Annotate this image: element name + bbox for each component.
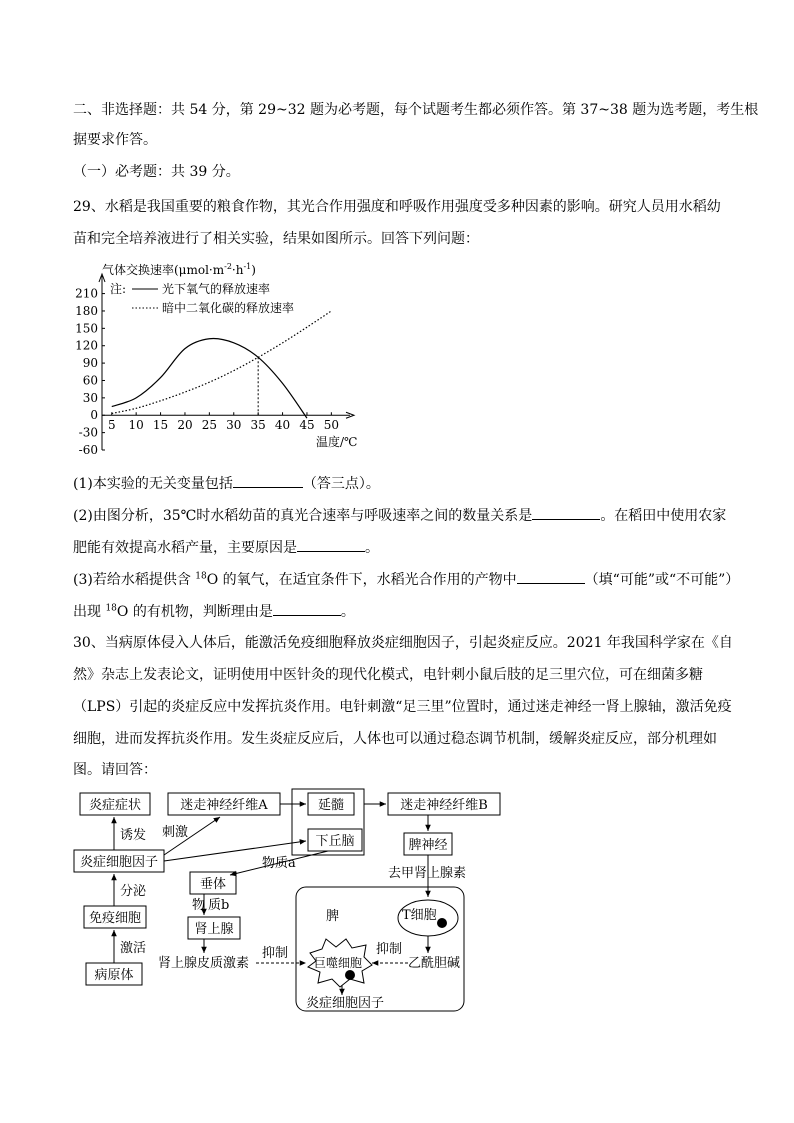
q29-sub3-f: 。 [340,604,355,620]
y-tick-label: -60 [78,443,98,457]
label-spleen-cytokine: 炎症细胞因子 [306,996,385,1011]
q29-sub3-d: 出现 [73,604,106,620]
legend-series-1: 光下氧气的释放速率 [162,282,271,296]
q29-sub2-blank-2[interactable] [297,537,365,552]
y-tick-label: 60 [82,373,98,388]
q29-sub3-b: O 的氧气，在适宜条件下，水稻光合作用的产物中 [206,572,517,588]
macrophage-nucleus [345,970,355,980]
q29-intro-1 [73,198,733,216]
q30-intro-5-text: 图。请回答： [73,762,157,778]
label-stimulate: 刺激 [162,825,189,840]
q30-intro-2 [73,666,733,684]
x-tick-label: 50 [323,418,340,433]
label-substance-a: 物质a [262,856,296,871]
section-heading-cont-text: 据要求作答。 [73,132,157,148]
label-splenic-nerve: 脾神经 [408,838,448,853]
label-acetylcholine: 乙酰胆碱 [408,956,461,971]
section-heading-cont [73,131,733,149]
q29-sub2 [73,505,733,525]
label-norepinephrine: 去甲肾上腺素 [388,866,467,881]
q29-sub2-d: 。 [365,540,379,556]
series-line-1 [112,339,307,419]
x-tick-label: 15 [152,418,169,433]
label-hypothalamus: 下丘脑 [315,834,355,849]
chart-xlabel: 温度/℃ [316,435,358,449]
y-tick-label: 30 [82,390,98,405]
x-tick-label: 25 [201,418,218,433]
label-t-cell: T细胞 [402,908,437,923]
x-tick-label: 10 [128,418,144,433]
q29-intro-2 [73,230,733,248]
label-adrenal: 肾上腺 [194,922,234,937]
q29-sub3-a: (3)若给水稻提供含 [73,572,196,588]
y-tick-label: 90 [82,356,98,371]
x-tick-label: 45 [299,418,315,433]
q29-sub2-cont [73,537,733,557]
subsection-title [73,163,733,181]
section-heading [73,101,759,119]
q29-sub3-cont [73,601,733,621]
q29-sub2-b: 。在稻田中使用农家 [600,508,727,524]
label-pathogen: 病原体 [94,968,134,983]
x-tick-label: 5 [107,418,116,433]
label-substance-b-1: 物 [192,898,206,913]
q30-intro-4-text: 细胞，进而发挥抗炎作用。发生炎症反应后，人体也可以通过稳态调节机制，缓解炎症反应，部分机理如 [73,731,717,747]
q30-intro-5 [73,761,733,779]
q30-intro-1 [73,634,733,652]
q29-sub3-blank-1[interactable] [517,569,585,584]
q29-intro-2-text: 苗和完全培养液进行了相关实验，结果如图所示。回答下列问题： [73,231,479,247]
x-tick-label: 20 [177,418,193,433]
q29-intro-1-text: 29、水稻是我国重要的粮食作物，其光合作用强度和呼吸作用强度受多种因素的影响。研究人员用水稻幼 [73,199,721,215]
q29-sub3 [73,569,740,589]
y-tick-label: 210 [75,286,98,301]
q30-intro-4 [73,730,733,748]
label-immune-cell: 免疫细胞 [88,911,142,926]
label-induce: 诱发 [120,828,147,843]
label-inhibit-2: 抑制 [376,942,403,957]
q29-sub1 [73,473,733,493]
label-substance-b-2: 质b [208,898,230,913]
q30-intro-2-text: 然》杂志上发表论文，证明使用中医针灸的现代化模式，电针刺小鼠后肢的足三里穴位，可在细菌多糖 [73,667,703,683]
label-corticosteroid: 肾上腺皮质激素 [158,956,250,971]
q29-sub1-a: (1)本实验的无关变量包括 [73,476,233,492]
label-inhibit-1: 抑制 [262,946,289,961]
label-inflammation-symptom: 炎症症状 [88,798,142,813]
y-tick-label: -30 [78,425,98,440]
gas-exchange-chart [70,256,360,456]
q29-sub2-blank-1[interactable] [532,505,600,520]
label-pituitary: 垂体 [199,877,227,892]
chart-legend-prefix: 注: [110,282,127,296]
y-tick-label: 120 [75,338,98,353]
y-tick-label: 180 [75,303,98,318]
t-cell-nucleus [437,918,447,928]
q29-sub3-blank-2[interactable] [273,601,341,616]
section-heading-text: 二、非选择题：共 54 分，第 29~32 题为必考题，每个试题考生都必须作答。第 37~38 题为选考题，考生根 [73,102,759,118]
x-tick-label: 40 [274,418,291,433]
q29-sub2-a: (2)由图分析，35℃时水稻幼苗的真光合速率与呼吸速率之间的数量关系是 [73,508,533,524]
label-macrophage: 巨噬细胞 [314,956,363,970]
legend-series-2: 暗中二氧化碳的释放速率 [162,301,295,315]
subsection-title-text: （一）必考题：共 39 分。 [73,164,240,180]
regulation-diagram [70,785,488,1015]
q29-sub3-e: O 的有机物，判断理由是 [116,604,273,620]
label-activate: 激活 [120,941,147,956]
x-tick-label: 35 [250,418,266,433]
y-tick-label: 150 [75,321,98,336]
q29-sub1-blank[interactable] [233,473,303,488]
q29-sub2-c: 肥能有效提高水稻产量，主要原因是 [73,540,297,556]
label-secrete: 分泌 [120,884,147,899]
label-cytokine: 炎症细胞因子 [79,855,159,870]
label-medulla: 延髓 [317,798,345,813]
q29-sub3-sup: 18 [195,571,207,582]
q29-sub3-sup2: 18 [105,603,117,614]
label-vagus-a: 迷走神经纤维A [180,798,268,813]
q30-intro-3 [73,698,733,716]
label-spleen: 脾 [326,909,340,924]
y-tick-label: 0 [90,408,98,423]
q30-intro-1-text: 30、当病原体侵入人体后，能激活免疫细胞释放炎症细胞因子，引起炎症反应。2021 年我国科学家在《自 [73,635,733,651]
chart-ylabel: 气体交换速率$(\mu mol\cdot m^{-2}\cdot h^{-1})$ [102,262,256,277]
x-tick-label: 30 [226,418,242,433]
q29-sub1-b: （答三点）。 [302,476,380,492]
label-vagus-b: 迷走神经纤维B [400,798,488,813]
q30-intro-3-text: （LPS）引起的炎症反应中发挥抗炎作用。电针刺激“足三里”位置时，通过迷走神经一肾上腺轴，激活免疫 [73,699,732,715]
series-line-2 [112,311,332,414]
q29-sub3-c: （填“可能”或“不可能”） [584,572,740,588]
